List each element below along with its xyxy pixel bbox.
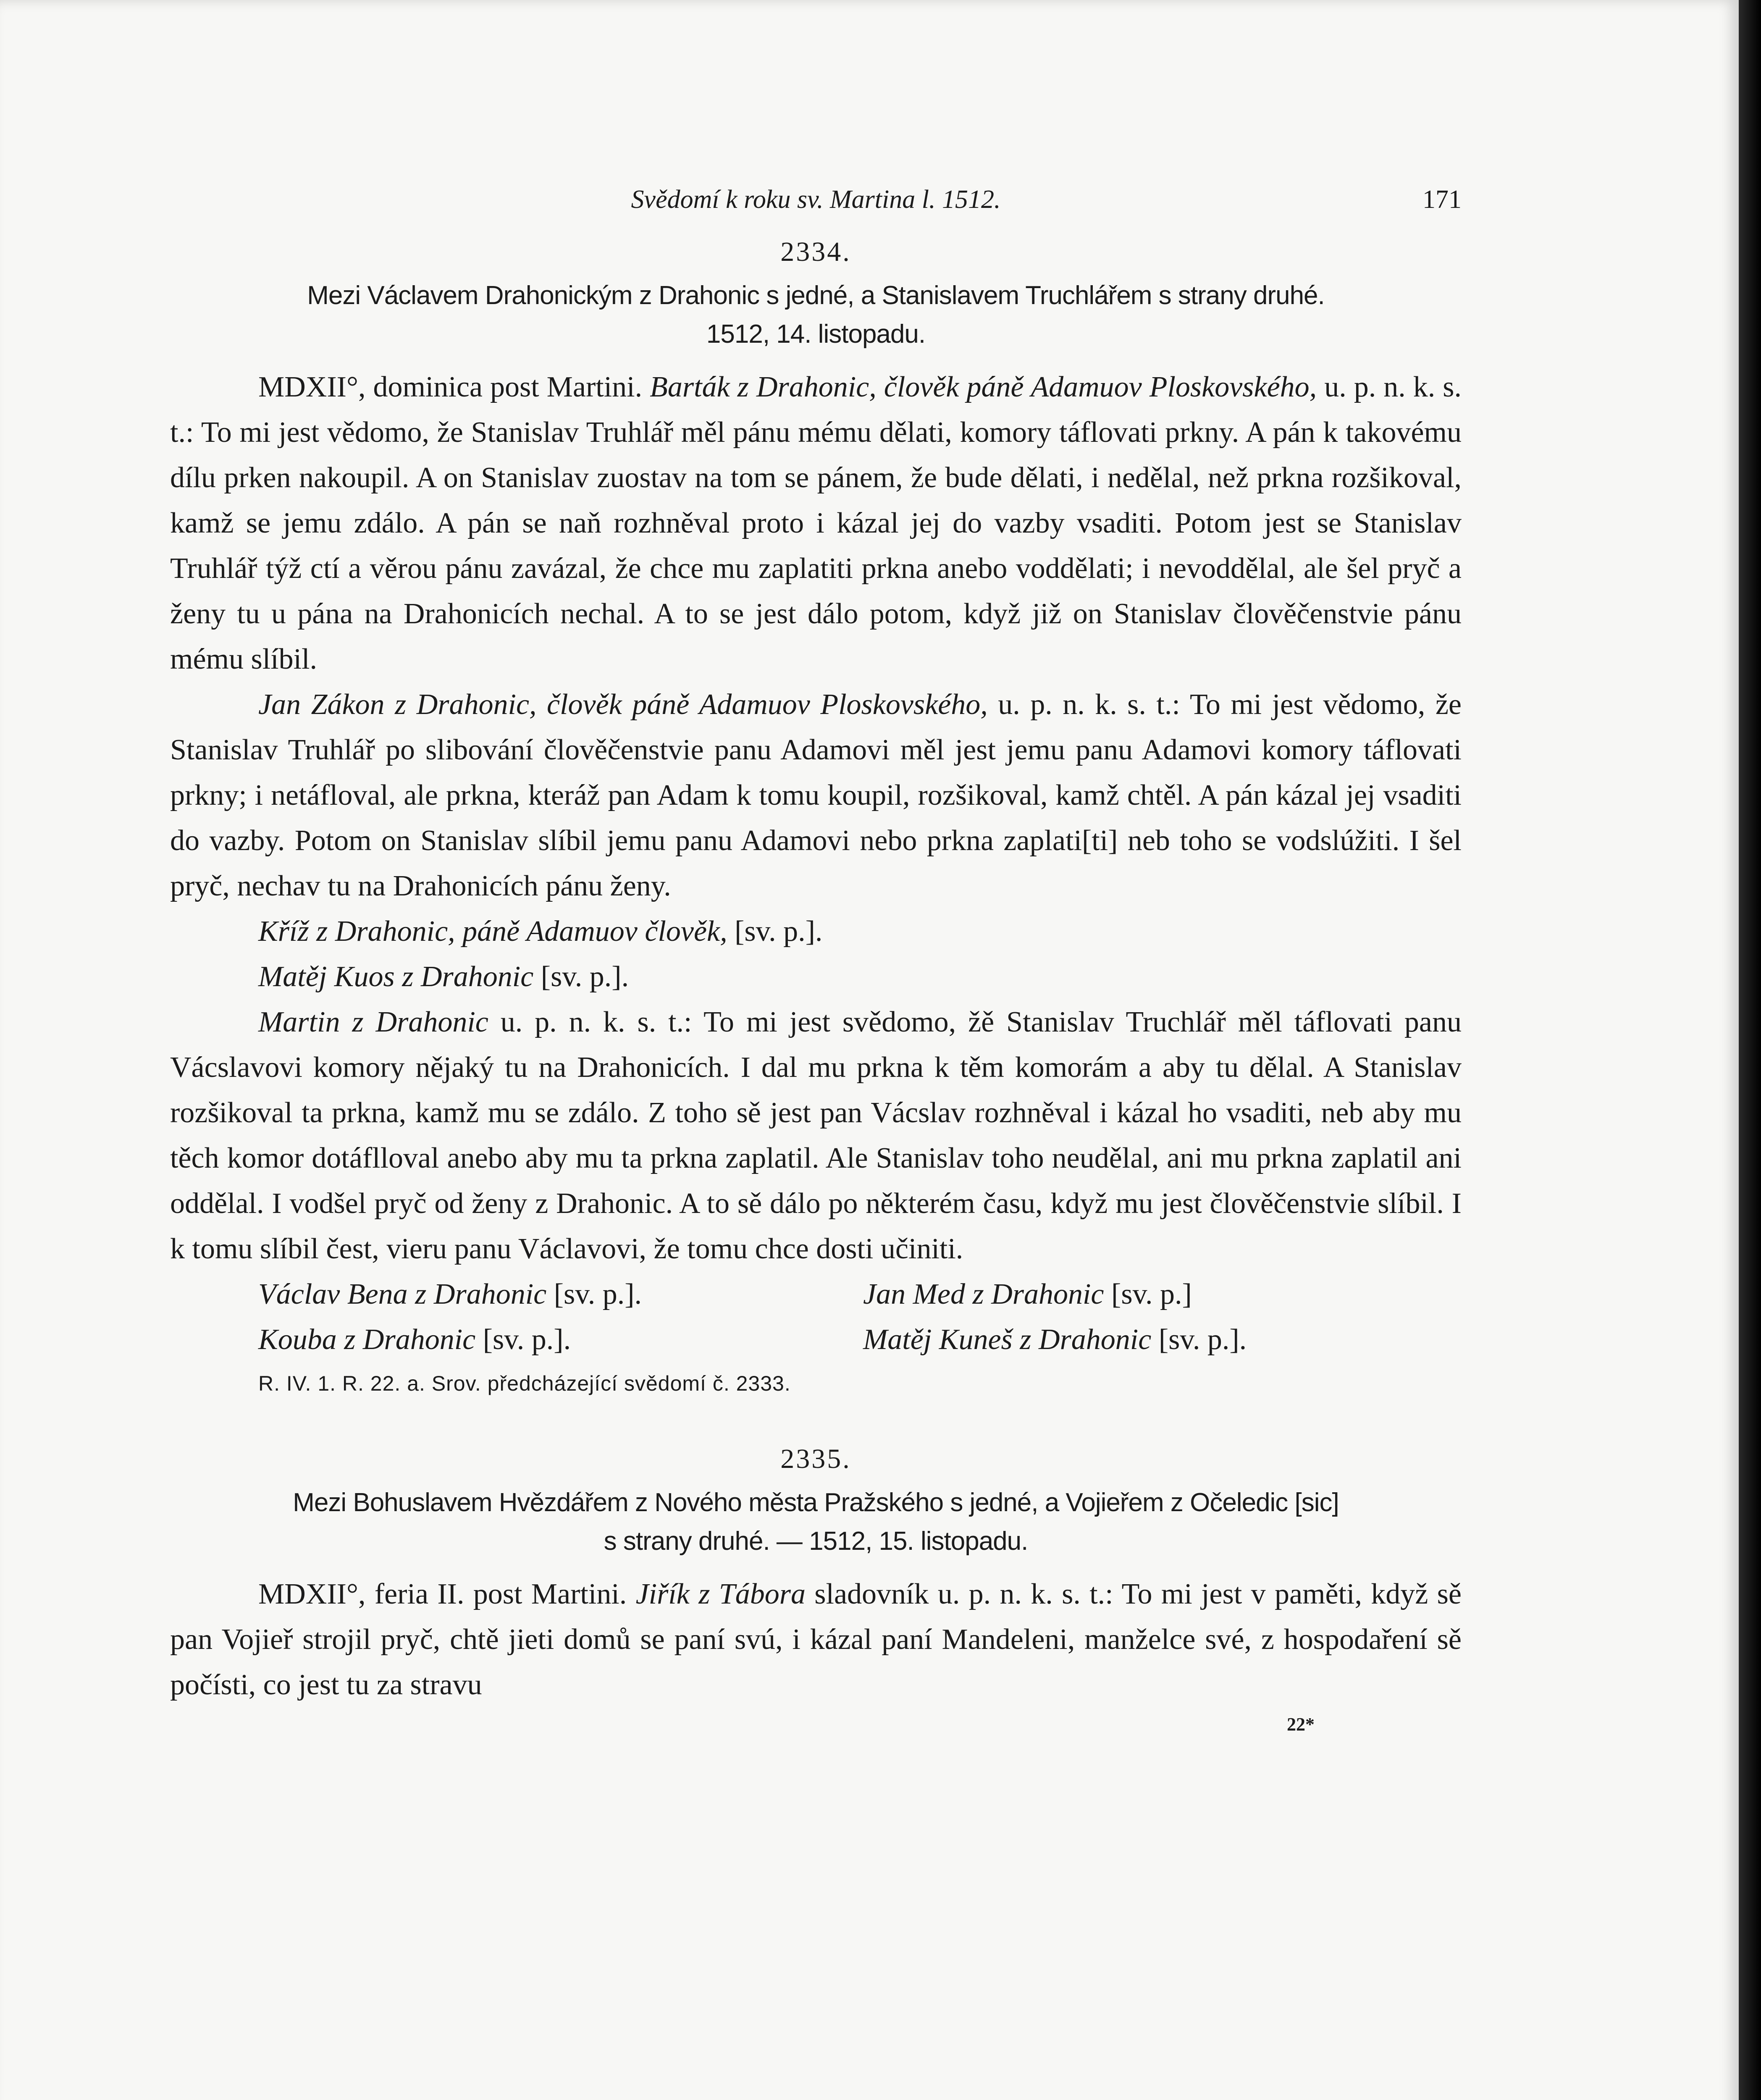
witness-note: [sv. p.]. — [727, 915, 823, 948]
page-number: 171 — [1422, 185, 1462, 214]
testimony-paragraph — [170, 1572, 1462, 1708]
witness-name: Jan Zákon z Drahonic, člověk páně Adamuov Ploskovského, — [258, 688, 988, 721]
document-heading-date: s strany druhé. — 1512, 15. listopadu. — [604, 1527, 1028, 1556]
witness-name: Kříž z Drahonic, páně Adamuov člověk, — [258, 915, 727, 948]
witness-note: [sv. p.] — [1104, 1278, 1192, 1310]
document-heading-line: Mezi Václavem Drahonickým z Drahonic s jedné, a Stanislavem Truchlářem s strany druhé. — [307, 281, 1325, 310]
source-reference: R. IV. 1. R. 22. a. Srov. předcházející svědomí č. 2333. — [258, 1372, 791, 1395]
witness-name: Barták z Drahonic, člověk páně Adamuov Ploskovského, — [650, 371, 1317, 403]
witness-name: Martin z Drahonic — [258, 1006, 488, 1038]
witness-name: Matěj Kuos z Drahonic — [258, 961, 534, 993]
running-head-title: Svědomí k roku sv. Martina l. 1512. — [631, 185, 1001, 214]
running-head — [170, 176, 1462, 223]
signature-mark: 22* — [1287, 1714, 1315, 1735]
witness-grid — [170, 1272, 1462, 1362]
witness-name: Matěj Kuneš z Drahonic — [863, 1323, 1152, 1356]
document-number: 2335. — [780, 1444, 851, 1474]
document-number: 2334. — [780, 236, 851, 267]
document-heading-line: Mezi Bohuslavem Hvězdářem z Nového města Pražského s jedné, a Vojieřem z Očeledic [sic] — [293, 1488, 1339, 1517]
testimony-text: sladovník u. p. n. k. s. t.: To mi jest v paměti, když sě pan Vojieř strojil pryč, chtě jieti domů se paní svú, i kázal paní Mandeleni, manželce své, z hospodaření sě počísti, co jest tu za stravu — [170, 1578, 1462, 1701]
witness-note: [sv. p.]. — [475, 1323, 571, 1356]
witness-note: [sv. p.]. — [546, 1278, 642, 1310]
witness-entry — [863, 1317, 1464, 1362]
witness-name: Jiřík z Tábora — [635, 1578, 806, 1610]
witness-line — [170, 909, 1462, 954]
testimony-text: u. p. n. k. s. t.: To mi jest vědomo, že Stanislav Truhlář měl pánu mému dělati, komory táflovati prkny. A pán k takovému dílu prken nakoupil. A on Stanislav zuostav na tom se pánem, že bude dělati, i nedělal, než prkna rozšikoval, kamž se jemu zdálo. A pán se naň rozhněval proto i kázal jej do vazby vsaditi. Potom jest se Stanislav Truhlář týž ctí a věrou pánu zavázal, že chce mu zaplatiti prkna anebo voddělati; i nevoddělal, ale šel pryč a ženy tu u pána na Drahonicích nechal. A to se jest dálo potom, když již on Stanislav člověčenstvie pánu mému slíbil. — [170, 371, 1462, 675]
witness-name: Jan Med z Drahonic — [863, 1278, 1104, 1310]
witness-entry — [258, 1272, 863, 1317]
witness-note: [sv. p.]. — [533, 961, 629, 993]
witness-entry — [258, 1317, 863, 1362]
date-formula: MDXII°, feria II. post Martini. — [258, 1578, 636, 1610]
document-heading-date: 1512, 14. listopadu. — [706, 320, 926, 349]
document-heading — [170, 276, 1462, 354]
witness-name: Kouba z Drahonic — [258, 1323, 476, 1356]
page-content — [170, 176, 1462, 1741]
testimony-paragraph — [170, 365, 1462, 682]
testimony-paragraph — [170, 1000, 1462, 1272]
witness-name: Václav Bena z Drahonic — [258, 1278, 547, 1310]
witness-note: [sv. p.]. — [1151, 1323, 1247, 1356]
testimony-text: u. p. n. k. s. t.: To mi jest svědomo, žě Stanislav Truchlář měl táflovati panu Vácslavovi komory nějaký tu na Drahonicích. I dal mu prkna k těm komorám a aby tu dělal. A Stanislav rozšikoval ta prkna, kamž mu se zdálo. Z toho sě jest pan Vácslav rozhněval i kázal ho vsaditi, neb aby mu těch komor dotáflloval anebo aby mu ta prkna zaplatil. Ale Stanislav toho neudělal, ani mu prkna zaplatil ani oddělal. I vodšel pryč od ženy z Drahonic. A to sě dálo po některém času, když mu jest člověčenstvie slíbil. I k tomu slíbil čest, vieru panu Václavovi, že tomu chce dosti učiniti. — [170, 1006, 1462, 1265]
testimony-paragraph — [170, 682, 1462, 909]
scan-edge — [1739, 0, 1761, 2100]
witness-entry — [863, 1272, 1464, 1317]
date-formula: MDXII°, dominica post Martini. — [258, 371, 650, 403]
document-heading — [170, 1483, 1462, 1561]
testimony-text: u. p. n. k. s. t.: To mi jest vědomo, že Stanislav Truhlář po slibování člověčenstvie panu Adamovi měl jest jemu panu Adamovi komory táflovati prkny; i netáfloval, ale prkna, kteráž pan Adam k tomu koupil, rozšikoval, kamž chtěl. A pán kázal jej vsaditi do vazby. Potom on Stanislav slíbil jemu panu Adamovi nebo prkna zaplati[ti] neb toho se vodslúžiti. I šel pryč, nechav tu na Drahonicích pánu ženy. — [170, 688, 1462, 902]
witness-line — [170, 954, 1462, 1000]
